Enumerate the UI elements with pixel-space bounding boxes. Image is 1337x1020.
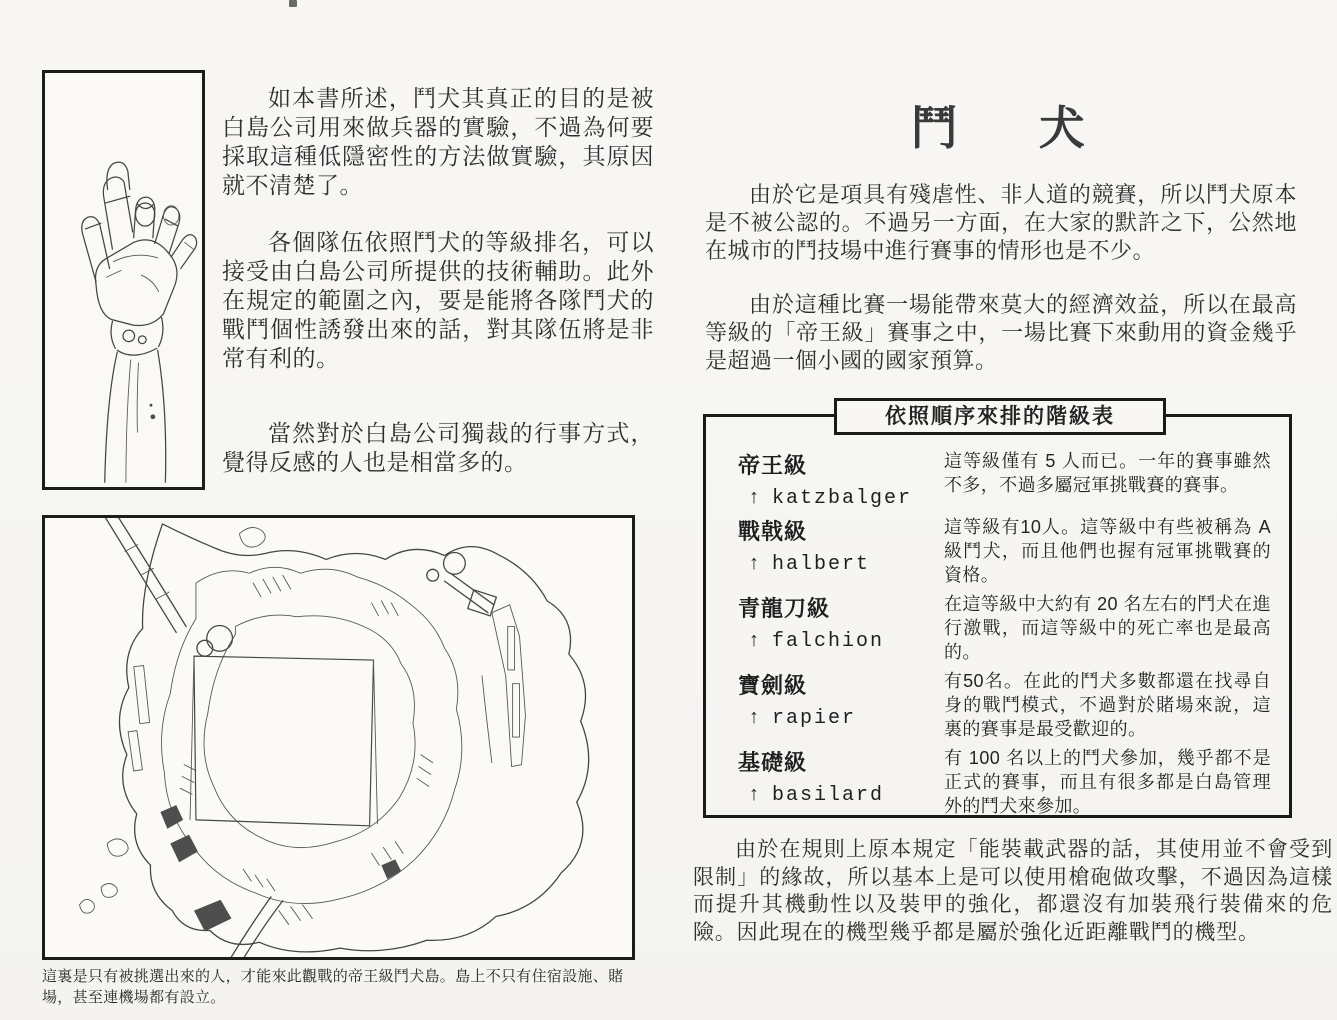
right-page-body-text	[705, 181, 1297, 375]
rank-table-header: 依照順序來排的階級表	[834, 398, 1166, 435]
weapon-line	[738, 707, 944, 730]
weapon-name: katzbalger	[772, 487, 913, 510]
paragraph: 由於這種比賽一場能帶來莫大的經濟效益，所以在最高等級的「帝王級」賽事之中，一場比賽下來動用的資金幾乎是超過一個小國的國家預算。	[705, 292, 1297, 373]
weapons-rule-paragraph: 由於在規則上原本規定「能裝載武器的話，其使用並不會受到限制」的緣故，所以基本上是可以使用槍砲做攻擊，不過因為這樣而提升其機動性以及裝甲的強化，都還沒有加裝飛行裝備來的危險。因此現在的機型幾乎都是屬於強化近距離戰鬥的機型。	[693, 838, 1333, 944]
promotion-up-arrow-icon: ↑	[748, 487, 761, 510]
paragraph: 由於它是項具有殘虐性、非人道的競賽，所以鬥犬原本是不被公認的。不過另一方面，在大家的默許之下，公然地在城市的鬥技場中進行賽事的情形也是不少。	[705, 182, 1297, 263]
promotion-up-arrow-icon: ↑	[748, 553, 761, 576]
promotion-up-arrow-icon: ↑	[748, 707, 761, 730]
weapon-line	[738, 487, 944, 510]
weapon-line	[738, 553, 944, 576]
left-page-body-text	[222, 84, 654, 477]
promotion-up-arrow-icon: ↑	[748, 630, 761, 653]
weapon-line	[738, 630, 944, 653]
rank-row-rapier	[738, 669, 1275, 741]
rank-cell	[738, 515, 944, 587]
rank-name: 寶劍級	[738, 673, 808, 698]
weapon-line	[738, 784, 944, 807]
hand-illustration-frame	[42, 70, 205, 490]
island-caption: 這裏是只有被挑選出來的人，才能來此觀戰的帝王級鬥犬島。島上不只有住宿設施、賭場，甚至連機場都有設立。	[42, 968, 624, 1006]
rank-description: 這等級有10人。這等級中有些被稱為 A 級鬥犬，而且他們也握有冠軍挑戰賽的資格。	[944, 517, 1271, 585]
rank-name: 戰戟級	[738, 519, 808, 544]
paragraph: 各個隊伍依照鬥犬的等級排名，可以接受由白島公司所提供的技術輔助。此外在規定的範圍之內，要是能將各隊鬥犬的戰鬥個性誘發出來的話，對其隊伍將是非常有利的。	[222, 229, 654, 371]
rank-cell	[738, 746, 944, 818]
island-aerial-sketch	[45, 518, 632, 957]
rank-description: 這等級僅有 5 人而已。一年的賽事雖然不多，不過多屬冠軍挑戰賽的賽事。	[944, 451, 1271, 495]
page-title: 鬥 犬	[911, 103, 1089, 154]
rank-row-basilard	[738, 746, 1275, 818]
mechanical-hand-sketch	[45, 73, 202, 487]
rank-row-emperor	[738, 449, 1275, 510]
rank-name: 青龍刀級	[738, 596, 831, 621]
rank-table	[703, 405, 1292, 818]
rank-description: 在這等級中大約有 20 名左右的鬥犬在進行激戰，而這等級中的死亡率也是最高的。	[944, 594, 1271, 662]
rank-row-falchion	[738, 592, 1275, 664]
rank-cell	[738, 449, 944, 510]
rank-cell	[738, 669, 944, 741]
paragraph: 如本書所述，鬥犬其真正的目的是被白島公司用來做兵器的實驗，不過為何要採取這種低隱密性的方法做實驗，其原因就不清楚了。	[222, 85, 654, 198]
scan-artifact	[289, 0, 297, 7]
promotion-up-arrow-icon: ↑	[748, 784, 761, 807]
weapon-name: falchion	[772, 630, 885, 653]
rank-rows	[706, 417, 1289, 818]
rank-name: 基礎級	[738, 750, 808, 775]
weapon-name: halbert	[772, 553, 871, 576]
weapon-name: rapier	[772, 707, 857, 730]
rank-name: 帝王級	[738, 453, 808, 478]
paragraph: 當然對於白島公司獨裁的行事方式，覺得反感的人也是相當多的。	[222, 420, 654, 475]
rank-row-halberd	[738, 515, 1275, 587]
rank-description: 有50名。在此的鬥犬多數都還在找尋自身的戰鬥模式，不過對於賭場來說，這裏的賽事是最受歡迎的。	[944, 671, 1271, 739]
island-illustration-frame	[42, 515, 635, 960]
weapon-name: basilard	[772, 784, 885, 807]
rank-description: 有 100 名以上的鬥犬參加，幾乎都不是正式的賽事，而且有很多都是白島管理外的鬥犬來參加。	[944, 748, 1271, 816]
rank-cell	[738, 592, 944, 664]
